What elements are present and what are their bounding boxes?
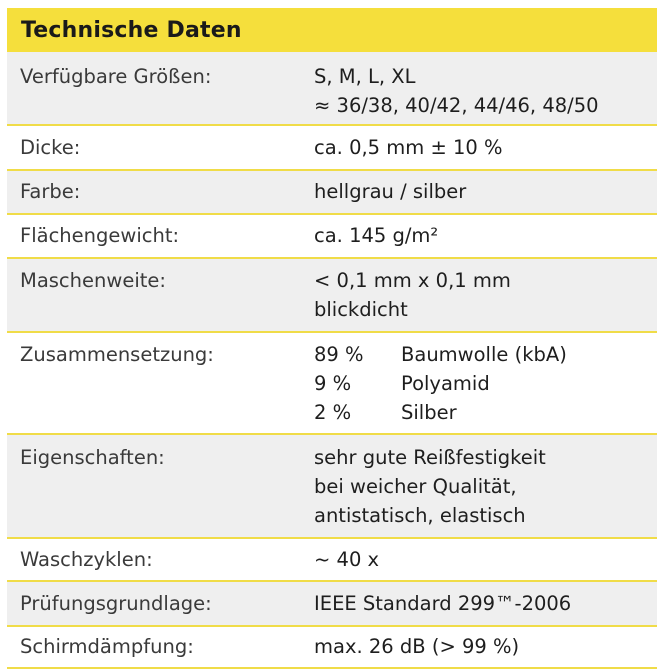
spec-label: Schirmdämpfung: [20,635,194,658]
spec-value [314,340,567,427]
spec-value-line: ca. 0,5 mm ± 10 % [314,136,503,159]
spec-row-mesh [7,259,657,333]
spec-label: Waschzyklen: [20,548,153,571]
spec-label: Prüfungsgrundlage: [20,592,212,615]
spec-value-line: max. 26 dB (> 99 %) [314,635,520,658]
composition-percent: 2 % [314,401,352,424]
composition-material: Polyamid [401,372,490,395]
spec-row-color [7,171,657,215]
table-header [7,8,657,52]
spec-value-line: sehr gute Reißfestigkeit [314,446,546,469]
spec-value [314,133,503,162]
spec-value-line: hellgrau / silber [314,180,467,203]
composition-percent: 89 % [314,343,364,366]
spec-table [7,52,657,669]
spec-value [314,545,379,574]
spec-value [314,443,546,530]
spec-label: Verfügbare Größen: [20,65,212,88]
composition-line [314,340,567,369]
spec-value-line: blickdicht [314,298,408,321]
spec-row-properties [7,435,657,539]
spec-value [314,62,599,120]
spec-value-line: < 0,1 mm x 0,1 mm [314,269,511,292]
spec-row-wash-cycles [7,539,657,582]
composition-line [314,398,567,427]
spec-value-line: bei weicher Qualität, [314,475,517,498]
spec-value [314,589,571,618]
table-title: Technische Daten [21,17,242,43]
spec-value [314,221,438,250]
spec-row-sizes [7,52,657,126]
spec-value-line: ~ 40 x [314,548,380,571]
spec-row-shielding [7,627,657,669]
composition-percent: 9 % [314,372,352,395]
spec-row-thickness [7,126,657,171]
spec-value-line: antistatisch, elastisch [314,504,526,527]
spec-label: Zusammensetzung: [20,343,214,366]
spec-label: Flächengewicht: [20,224,180,247]
spec-value-line: ≈ 36/38, 40/42, 44/46, 48/50 [314,94,599,117]
spec-row-weight [7,215,657,259]
composition-material: Baumwolle (kbA) [401,343,567,366]
spec-label: Farbe: [20,180,81,203]
spec-value [314,177,466,206]
spec-value [314,266,511,324]
spec-label: Maschenweite: [20,269,166,292]
composition-material: Silber [401,401,457,424]
spec-label: Dicke: [20,136,81,159]
spec-value-line: ca. 145 g/m² [314,224,439,247]
spec-row-composition [7,333,657,435]
composition-line [314,369,567,398]
spec-value-line: IEEE Standard 299™-2006 [314,592,572,615]
spec-value-line: S, M, L, XL [314,65,416,88]
spec-row-test-standard [7,582,657,627]
spec-value [314,632,519,661]
spec-label: Eigenschaften: [20,446,165,469]
